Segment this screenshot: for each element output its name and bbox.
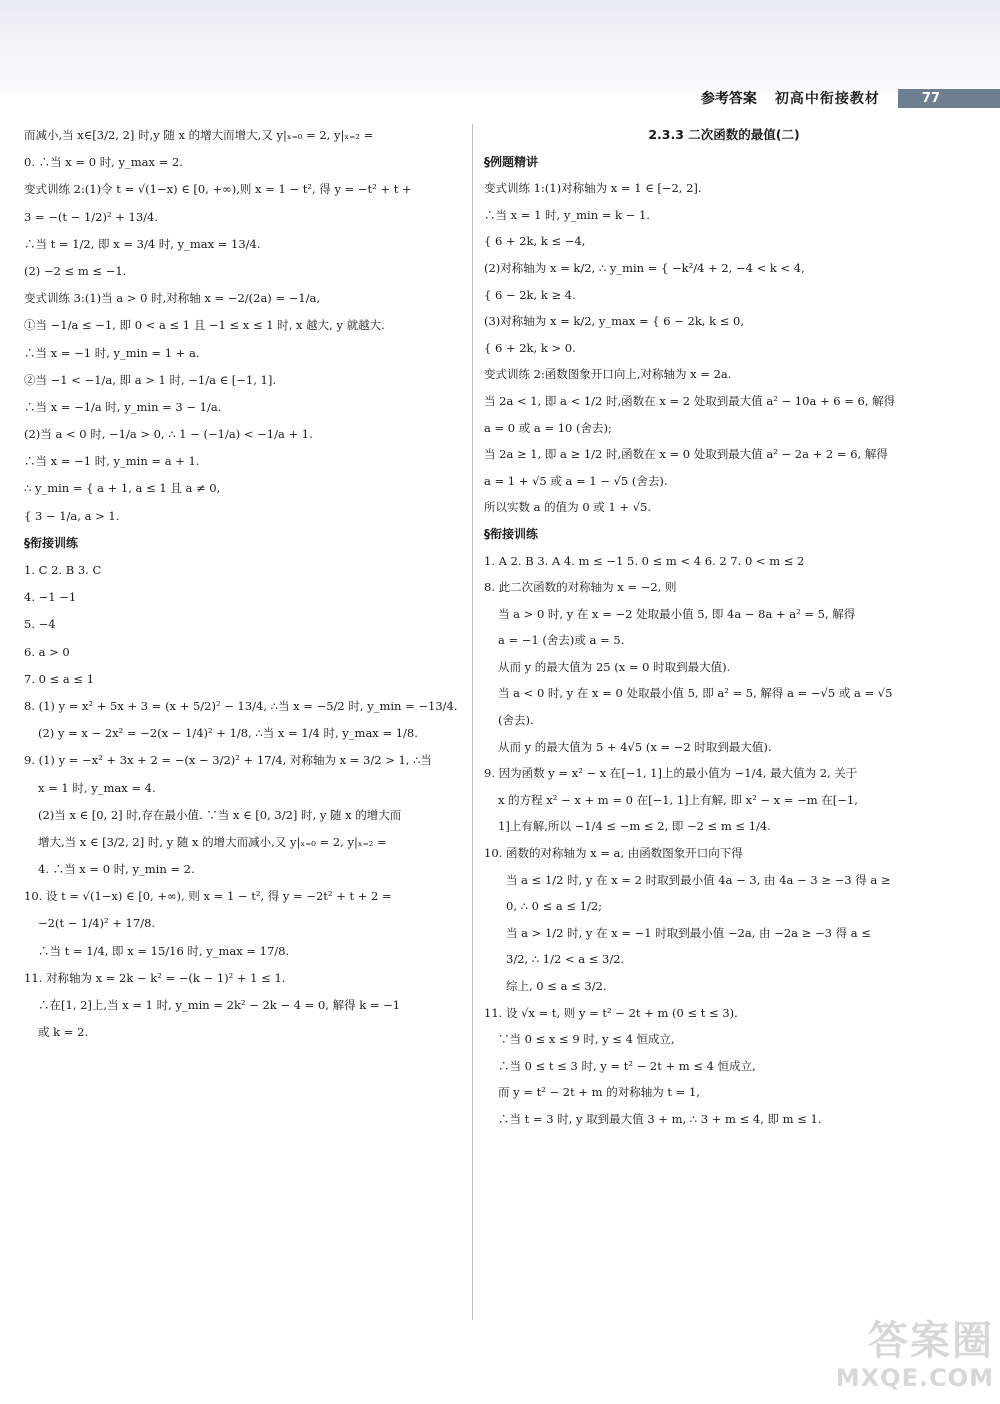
text-line: 而减小,当 x∈[3/2, 2] 时,y 随 x 的增大而增大,又 y|ₓ₌₀ = 2, y|ₓ₌₂ =	[24, 128, 374, 142]
text-line: 1. C 2. B 3. C	[24, 563, 102, 577]
text-line: 变式训练 1:(1)对称轴为 x = 1 ∈ [−2, 2].	[484, 181, 702, 196]
text-line: 1. A 2. B 3. A 4. m ≤ −1 5. 0 ≤ m < 4 6. 2 7. 0 < m ≤ 2	[484, 553, 805, 568]
text-line: ∴在[1, 2]上,当 x = 1 时, y_min = 2k² − 2k − 4 = 0, 解得 k = −1	[38, 998, 401, 1012]
section-heading: §衔接训练	[484, 526, 539, 541]
text-line: 增大,当 x ∈ [3/2, 2] 时, y 随 x 的增大而减小,又 y|ₓ₌₀ = 2, y|ₓ₌₂ =	[38, 834, 387, 849]
text-line: 而 y = t² − 2t + m 的对称轴为 t = 1,	[498, 1085, 700, 1100]
answer-label: 参考答案	[700, 91, 757, 107]
text-line: 6. a > 0	[24, 644, 70, 659]
text-line: ∴当 x = −1 时, y_min = 1 + a.	[24, 345, 200, 360]
text-line: −2(t − 1/4)² + 17/8.	[38, 916, 156, 931]
text-line: 10. 函数的对称轴为 x = a, 由函数图象开口向下得	[484, 846, 743, 861]
text-line: 当 a < 0 时, y 在 x = 0 处取最小值 5, 即 a² = 5, 解得 a = −√5 或 a = √5	[498, 686, 893, 701]
text-line: ∴当 x = −1 时, y_min = a + 1.	[24, 454, 200, 469]
text-line: 当 2a ≥ 1, 即 a ≥ 1/2 时,函数在 x = 0 处取到最大值 a² − 2a + 2 = 6, 解得	[484, 447, 888, 462]
text-line: 8. 此二次函数的对称轴为 x = −2, 则	[484, 580, 677, 595]
text-line: 当 a ≤ 1/2 时, y 在 x = 2 时取到最小值 4a − 3, 由 4a − 3 ≥ −3 得 a ≥	[506, 872, 891, 887]
text-line: 从而 y 的最大值为 25 (x = 0 时取到最大值).	[498, 659, 731, 674]
scan-top-band	[0, 0, 1000, 92]
text-line: 4. ∴当 x = 0 时, y_min = 2.	[38, 862, 195, 877]
text-line: x = 1 时, y_max = 4.	[38, 780, 156, 795]
column-divider	[472, 124, 473, 1320]
text-line: a = 0 或 a = 10 (舍去);	[484, 420, 612, 435]
text-line: (2) −2 ≤ m ≤ −1.	[24, 263, 127, 278]
text-line: (3)对称轴为 x = k/2, y_max = { 6 − 2k, k ≤ 0,	[484, 314, 745, 329]
text-line: { 6 + 2k, k > 0.	[484, 340, 576, 355]
text-line: 综上, 0 ≤ a ≤ 3/2.	[506, 979, 607, 993]
text-line: ∵当 0 ≤ x ≤ 9 时, y ≤ 4 恒成立,	[498, 1032, 675, 1047]
text-line: { 3 − 1/a, a > 1.	[24, 508, 120, 523]
text-line: 7. 0 ≤ a ≤ 1	[24, 671, 95, 686]
text-line: (2)当 a < 0 时, −1/a > 0, ∴ 1 − (−1/a) < −1/a + 1.	[24, 427, 313, 442]
text-line: 4. −1 −1	[24, 590, 77, 605]
text-line: 所以实数 a 的值为 0 或 1 + √5.	[484, 500, 652, 515]
text-line: (2) y = x − 2x² = −2(x − 1/4)² + 1/8, ∴当 x = 1/4 时, y_max = 1/8.	[38, 726, 418, 741]
text-line: 9. 因为函数 y = x² − x 在[−1, 1]上的最小值为 −1/4, 最大值为 2, 关于	[484, 766, 858, 781]
text-line: ∴ y_min = { a + 1, a ≤ 1 且 a ≠ 0,	[24, 481, 221, 496]
text-line: 变式训练 2:函数图象开口向上,对称轴为 x = 2a.	[484, 367, 732, 382]
text-line: 当 2a < 1, 即 a < 1/2 时,函数在 x = 2 处取到最大值 a² − 10a + 6 = 6, 解得	[484, 393, 896, 408]
text-line: 3/2, ∴ 1/2 < a ≤ 3/2.	[506, 952, 625, 967]
text-line: ②当 −1 < −1/a, 即 a > 1 时, −1/a ∈ [−1, 1].	[24, 372, 277, 387]
text-line: 3 = −(t − 1/2)² + 13/4.	[24, 209, 158, 224]
text-line: 11. 对称轴为 x = 2k − k² = −(k − 1)² + 1 ≤ 1.	[24, 970, 286, 985]
section-heading: §衔接训练	[24, 535, 79, 550]
page-header	[701, 86, 1000, 110]
text-line: 或 k = 2.	[38, 1025, 89, 1040]
text-line: 5. −4	[24, 617, 56, 632]
text-line: (舍去).	[498, 713, 534, 728]
text-line: 变式训练 2:(1)令 t = √(1−x) ∈ [0, +∞),则 x = 1 − t², 得 y = −t² + t +	[24, 182, 412, 197]
watermark-url: MXQE.COM	[835, 1364, 994, 1392]
text-line: ∴当 t = 3 时, y 取到最大值 3 + m, ∴ 3 + m ≤ 4, 即 m ≤ 1.	[498, 1111, 822, 1126]
text-line: 1]上有解,所以 −1/4 ≤ −m ≤ 2, 即 −2 ≤ m ≤ 1/4.	[498, 819, 771, 834]
text-line: 0, ∴ 0 ≤ a ≤ 1/2;	[506, 899, 603, 914]
text-line: 8. (1) y = x² + 5x + 3 = (x + 5/2)² − 13/4, ∴当 x = −5/2 时, y_min = −13/4.	[24, 698, 458, 713]
watermark-logo-text: 答案圈	[868, 1318, 994, 1364]
book-title: 初高中衔接教材	[774, 91, 880, 107]
text-line: (2)当 x ∈ [0, 2] 时,存在最小值. ∵当 x ∈ [0, 3/2] 时, y 随 x 的增大而	[38, 807, 402, 822]
text-line: a = −1 (舍去)或 a = 5.	[498, 633, 625, 648]
text-line: ∴当 x = −1/a 时, y_min = 3 − 1/a.	[24, 399, 222, 414]
text-line: 10. 设 t = √(1−x) ∈ [0, +∞), 则 x = 1 − t², 得 y = −2t² + t + 2 =	[24, 889, 392, 904]
text-line: (2)对称轴为 x = k/2, ∴ y_min = { −k²/4 + 2, −4 < k < 4,	[484, 260, 805, 275]
text-line: ∴当 t = 1/4, 即 x = 15/16 时, y_max = 17/8.	[38, 943, 290, 958]
text-line: ①当 −1/a ≤ −1, 即 0 < a ≤ 1 且 −1 ≤ x ≤ 1 时, x 越大, y 就越大.	[24, 318, 385, 333]
text-line: 从而 y 的最大值为 5 + 4√5 (x = −2 时取到最大值).	[498, 739, 772, 754]
text-line: { 6 + 2k, k ≤ −4,	[484, 234, 586, 249]
text-line: 11. 设 √x = t, 则 y = t² − 2t + m (0 ≤ t ≤ 3).	[484, 1005, 738, 1020]
text-line: 9. (1) y = −x² + 3x + 2 = −(x − 3/2)² + 17/4, 对称轴为 x = 3/2 > 1, ∴当	[24, 753, 432, 768]
text-line: 当 a > 0 时, y 在 x = −2 处取最小值 5, 即 4a − 8a + a² = 5, 解得	[498, 606, 856, 621]
section-title: 2.3.3 二次函数的最值(二)	[648, 127, 800, 142]
section-heading: §例题精讲	[484, 154, 539, 169]
text-line: ∴当 0 ≤ t ≤ 3 时, y = t² − 2t + m ≤ 4 恒成立,	[498, 1058, 756, 1073]
left-column	[24, 122, 464, 1046]
site-watermark	[814, 1318, 994, 1398]
text-line: 0. ∴当 x = 0 时, y_max = 2.	[24, 155, 183, 170]
text-line: ∴当 t = 1/2, 即 x = 3/4 时, y_max = 13/4.	[24, 236, 261, 251]
text-line: { 6 − 2k, k ≥ 4.	[484, 287, 576, 302]
text-line: a = 1 + √5 或 a = 1 − √5 (舍去).	[484, 473, 668, 488]
text-line: ∴当 x = 1 时, y_min = k − 1.	[484, 207, 650, 222]
page-number: 77	[898, 89, 1000, 108]
right-column	[484, 122, 964, 1133]
text-line: x 的方程 x² − x + m = 0 在[−1, 1]上有解, 即 x² − x = −m 在[−1,	[498, 792, 858, 807]
text-line: 变式训练 3:(1)当 a > 0 时,对称轴 x = −2/(2a) = −1/a,	[24, 291, 321, 306]
text-line: 当 a > 1/2 时, y 在 x = −1 时取到最小值 −2a, 由 −2a ≥ −3 得 a ≤	[506, 925, 871, 940]
